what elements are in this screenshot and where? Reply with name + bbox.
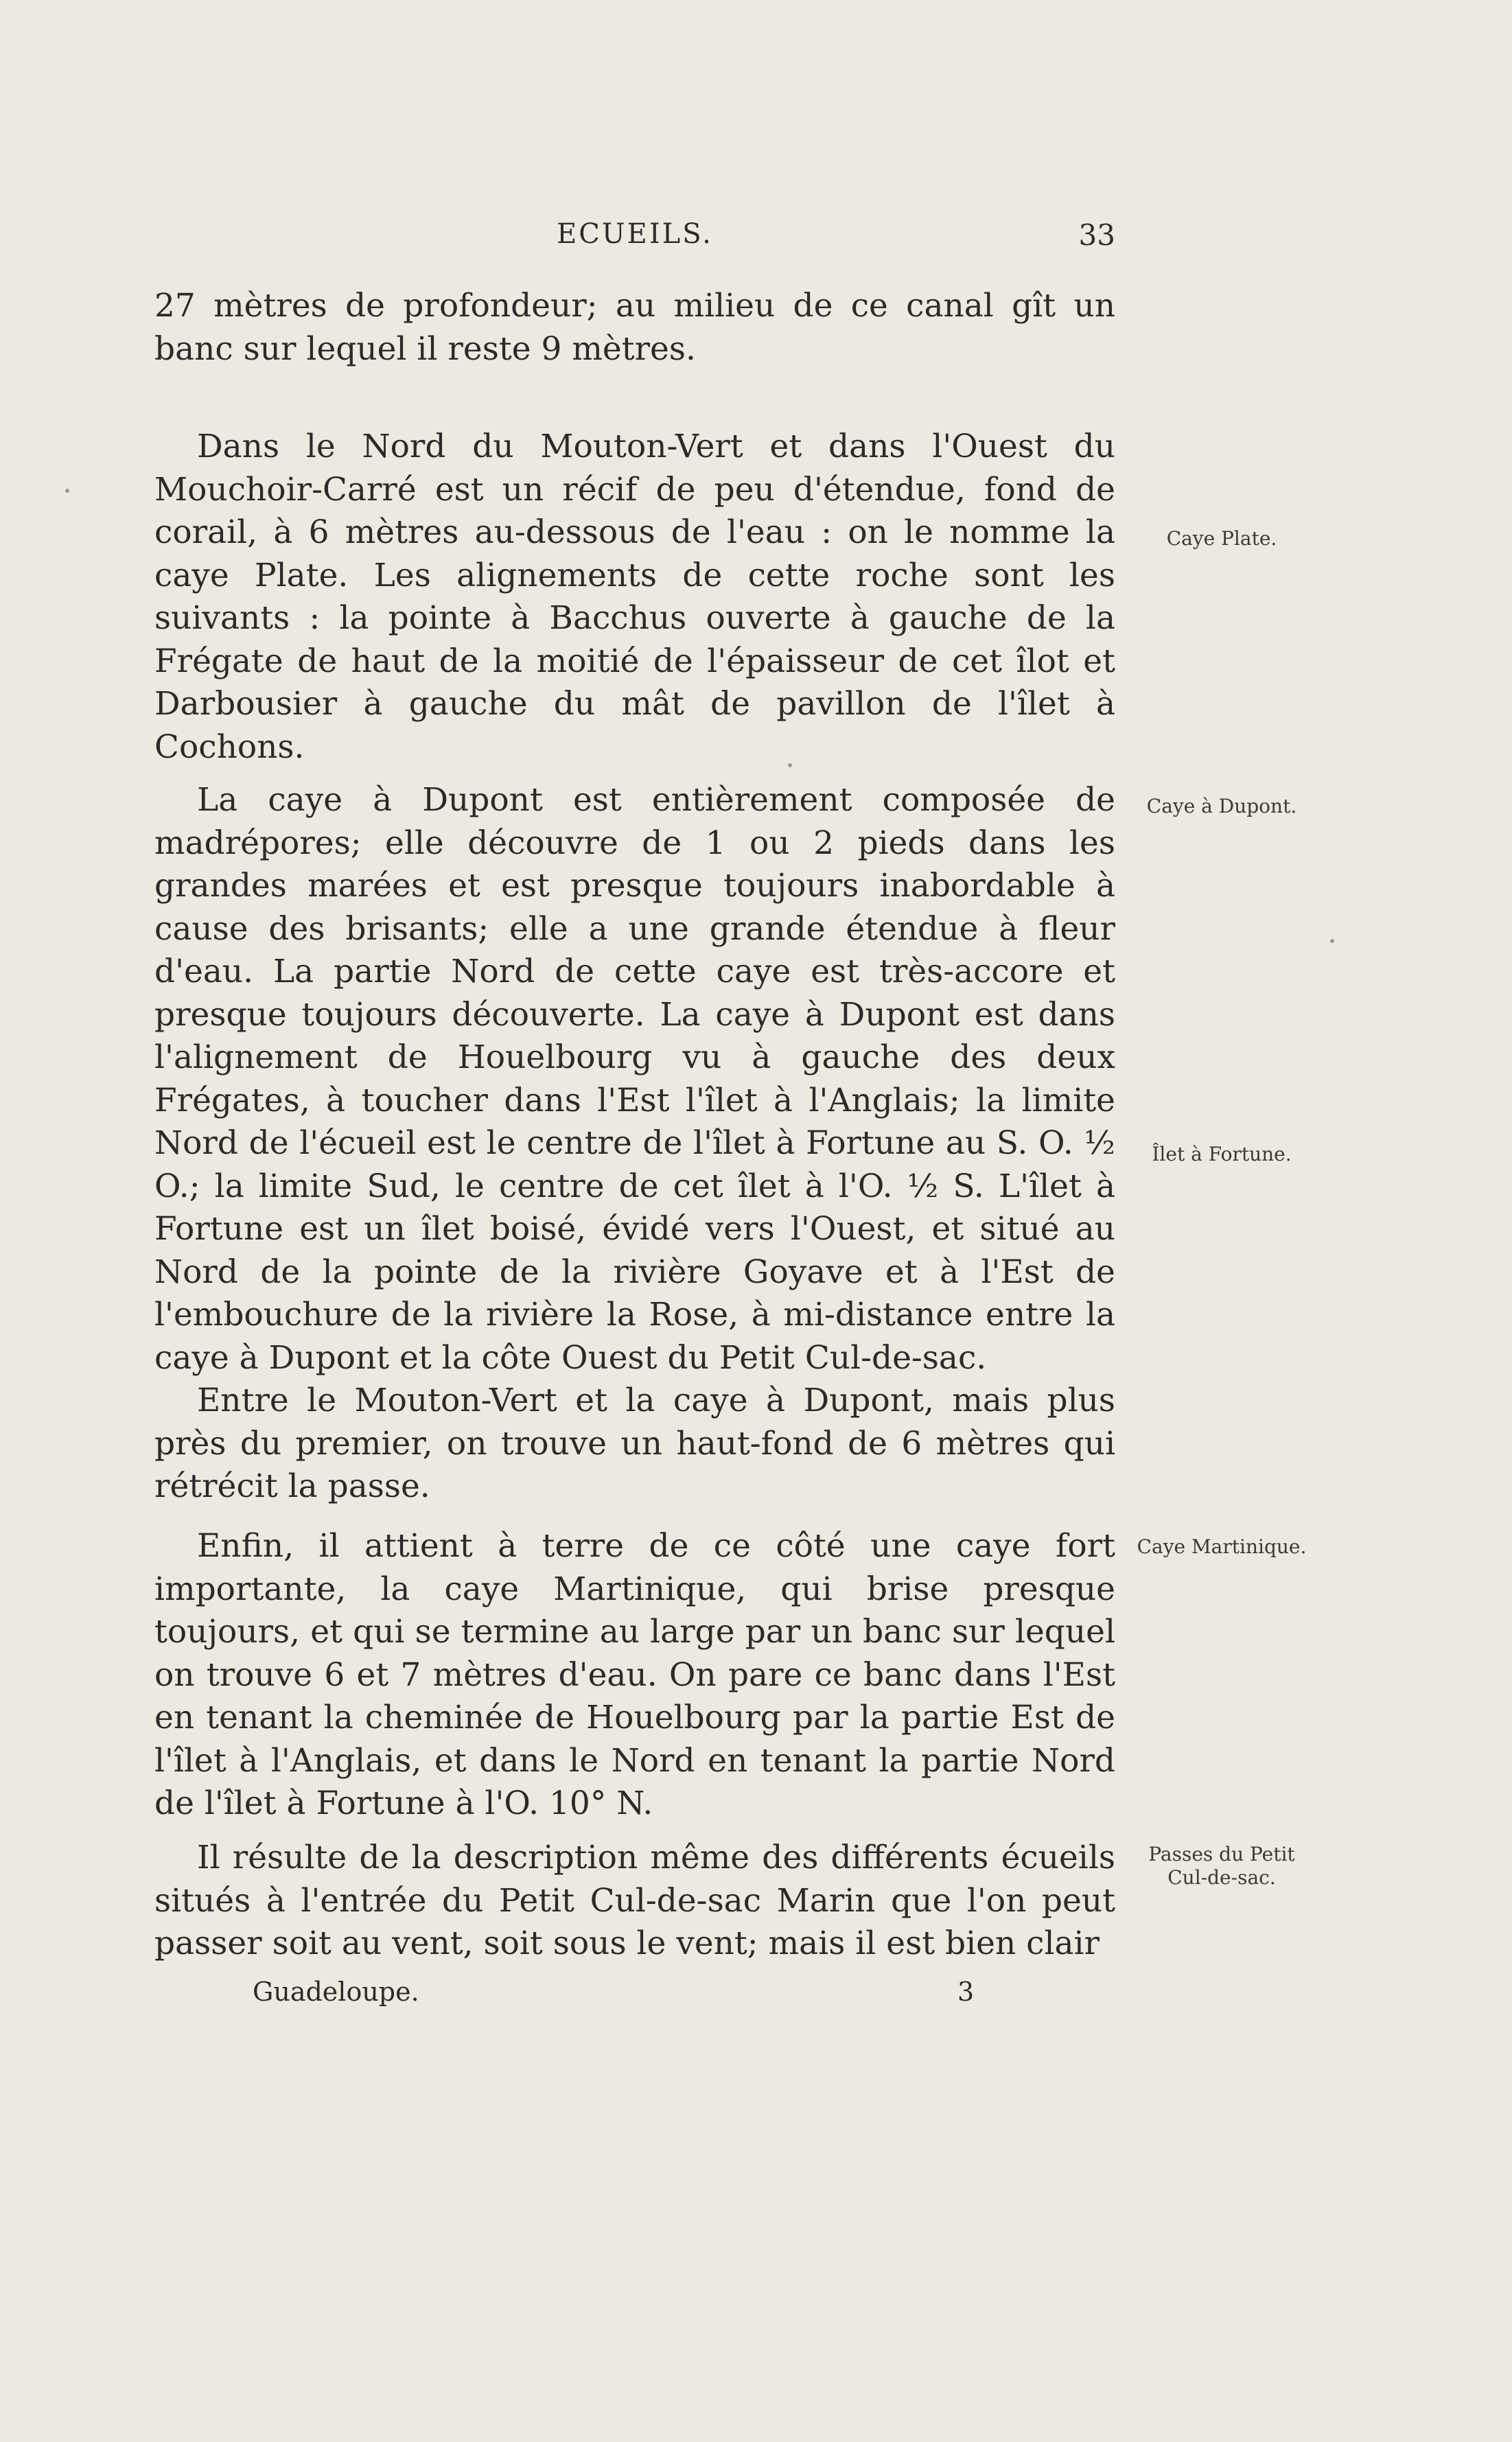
paragraph-caye-dupont [154,779,1115,1509]
margin-note-caye-dupont: Caye à Dupont. [1146,795,1297,817]
paragraph-caye-plate [154,426,1115,769]
sheet-number: 3 [957,1977,975,2007]
page-header-title: ECUEILS. [557,218,713,250]
paragraph-caye-martinique [154,1525,1115,1826]
margin-note-caye-plate: Caye Plate. [1166,527,1277,550]
running-head [154,218,1115,259]
body-paragraph: La caye à Dupont est entièrement composée de madrépores; elle découvre de 1 ou 2 pieds dans les grandes marées et est presque toujours inabordable à cause des brisants; elle a une grande étendue à fleur d'eau. La partie Nord de cette caye est très-accore et presque toujours découverte. La caye à Dupont est dans l'alignement de Houelbourg vu à gauche des deux Frégates, à toucher dans l'Est l'îlet à l'Anglais; la limite Nord de l'écueil est le centre de l'îlet à Fortune au S. O. ½ O.; la limite Sud, le centre de cet îlet à l'O. ½ S. L'îlet à Fortune est un îlet boisé, évidé vers l'Ouest, et situé au Nord de la pointe de la rivière Goyave et à l'Est de l'embouchure de la rivière la Rose, à mi-distance entre la caye à Dupont et la côte Ouest du Petit Cul-de-sac. [154,781,1115,1377]
paper-speck [65,489,69,493]
body-paragraph: Il résulte de la description même des différents écueils situés à l'entrée du Petit Cul-de-sac Marin que l'on peut passer soit au vent, soit sous le vent; mais il est bien clair [154,1839,1115,1962]
margin-note-passes: Passes du Petit Cul-de-sac. [1148,1843,1295,1889]
body-paragraph: Dans le Nord du Mouton-Vert et dans l'Ouest du Mouchoir-Carré est un récif de peu d'étendue, fond de corail, à 6 mètres au-dessous de l'eau : on le nomme la caye Plate. Les alignements de cette roche sont les suivants : la pointe à Bacchus ouverte à gauche de la Frégate de haut de la moitié de l'épaisseur de cet îlot et Darbousier à gauche du mât de pavillon de l'îlet à Cochons. [154,428,1115,766]
paper-speck [1330,939,1334,943]
body-paragraph: Entre le Mouton-Vert et la caye à Dupont, mais plus près du premier, on trouve un haut-fond de 6 mètres qui rétrécit la passe. [154,1382,1115,1505]
body-paragraph: 27 mètres de profondeur; au milieu de ce canal gît un banc sur lequel il reste 9 mètres. [154,287,1115,368]
page-number: 33 [1078,218,1115,252]
signature-mark: Guadeloupe. [253,1977,419,2007]
paper-speck [788,763,792,767]
paragraph-passes [154,1837,1115,1966]
margin-note-ilet-fortune: Îlet à Fortune. [1152,1143,1292,1165]
margin-note-caye-martinique: Caye Martinique. [1137,1535,1307,1558]
body-paragraph: Enfin, il attient à terre de ce côté une caye fort importante, la caye Martinique, qui brise presque toujours, et qui se termine au large par un banc sur lequel on trouve 6 et 7 mètres d'eau. On pare ce banc dans l'Est en tenant la cheminée de Houelbourg par la partie Est de l'îlet à l'Anglais, et dans le Nord en tenant la partie Nord de l'îlet à Fortune à l'O. 10° N. [154,1527,1115,1822]
paragraph-continuation [154,285,1115,371]
